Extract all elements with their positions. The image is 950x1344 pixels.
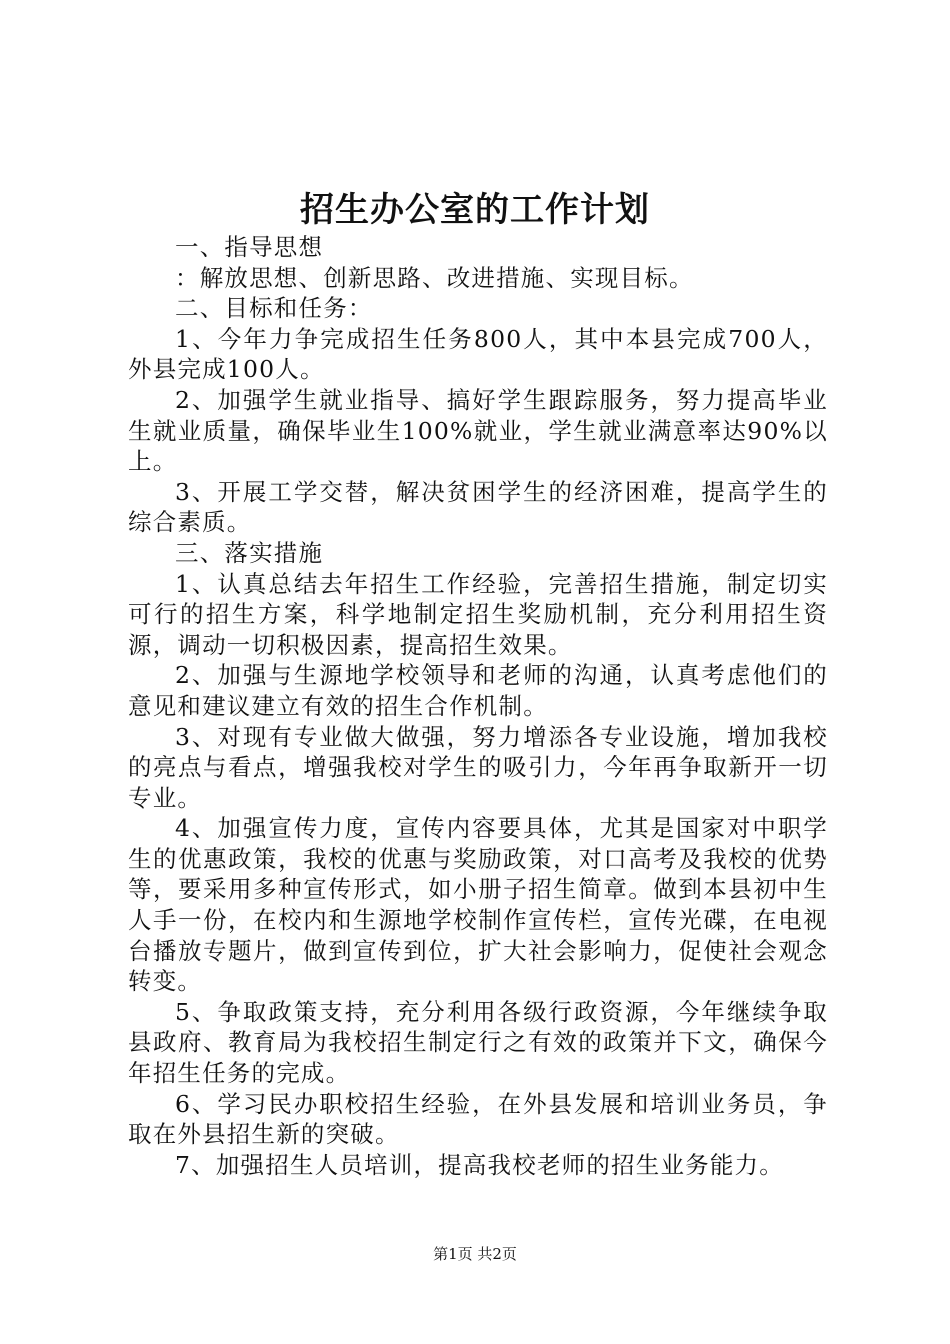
- paragraph-measure-5: 5、争取政策支持，充分利用各级行政资源，今年继续争取县政府、教育局为我校招生制定行之有效的政策并下文，确保今年招生任务的完成。: [128, 997, 828, 1088]
- paragraph-guiding-ideology: ：解放思想、创新思路、改进措施、实现目标。: [175, 263, 694, 292]
- paragraph-measure-1: 1、认真总结去年招生工作经验，完善招生措施，制定切实可行的招生方案，科学地制定招生奖励机制，充分利用招生资源，调动一切积极因素，提高招生效果。: [128, 569, 828, 659]
- paragraph-measure-4: 4、加强宣传力度，宣传内容要具体，尤其是国家对中职学生的优惠政策，我校的优惠与奖励政策，对口高考及我校的优势等，要采用多种宣传形式，如小册子招生简章。做到本县初中生人手一份，在校内和生源地学校制作宣传栏，宣传光碟，在电视台播放专题片，做到宣传到位，扩大社会影响力，促使社会观念转变。: [128, 814, 828, 996]
- document-body: [128, 232, 828, 1180]
- paragraph-goal-3: 3、开展工学交替，解决贫困学生的经济困难，提高学生的综合素质。: [128, 477, 828, 537]
- document-title: 招生办公室的工作计划: [300, 190, 650, 230]
- paragraph-measure-3: 3、对现有专业做大做强，努力增添各专业设施，增加我校的亮点与看点，增强我校对学生的吸引力，今年再争取新开一切专业。: [128, 722, 828, 812]
- paragraph-measure-7: 7、加强招生人员培训，提高我校老师的招生业务能力。: [175, 1150, 784, 1179]
- section-heading-goals-tasks: 二、目标和任务：: [175, 294, 373, 323]
- paragraph-goal-1: 1、今年力争完成招生任务800人，其中本县完成700人，外县完成100人。: [128, 324, 828, 384]
- page-number-footer: 第1页 共2页: [433, 1245, 517, 1263]
- paragraph-goal-2: 2、加强学生就业指导、搞好学生跟踪服务，努力提高毕业生就业质量，确保毕业生100%就业，学生就业满意率达90%以上。: [128, 385, 828, 476]
- section-heading-measures: 三、落实措施: [175, 538, 324, 567]
- paragraph-measure-2: 2、加强与生源地学校领导和老师的沟通，认真考虑他们的意见和建议建立有效的招生合作机制。: [128, 661, 828, 720]
- paragraph-measure-6: 6、学习民办职校招生经验，在外县发展和培训业务员，争取在外县招生新的突破。: [128, 1089, 828, 1149]
- section-heading-guiding-ideology: 一、指导思想: [175, 233, 324, 261]
